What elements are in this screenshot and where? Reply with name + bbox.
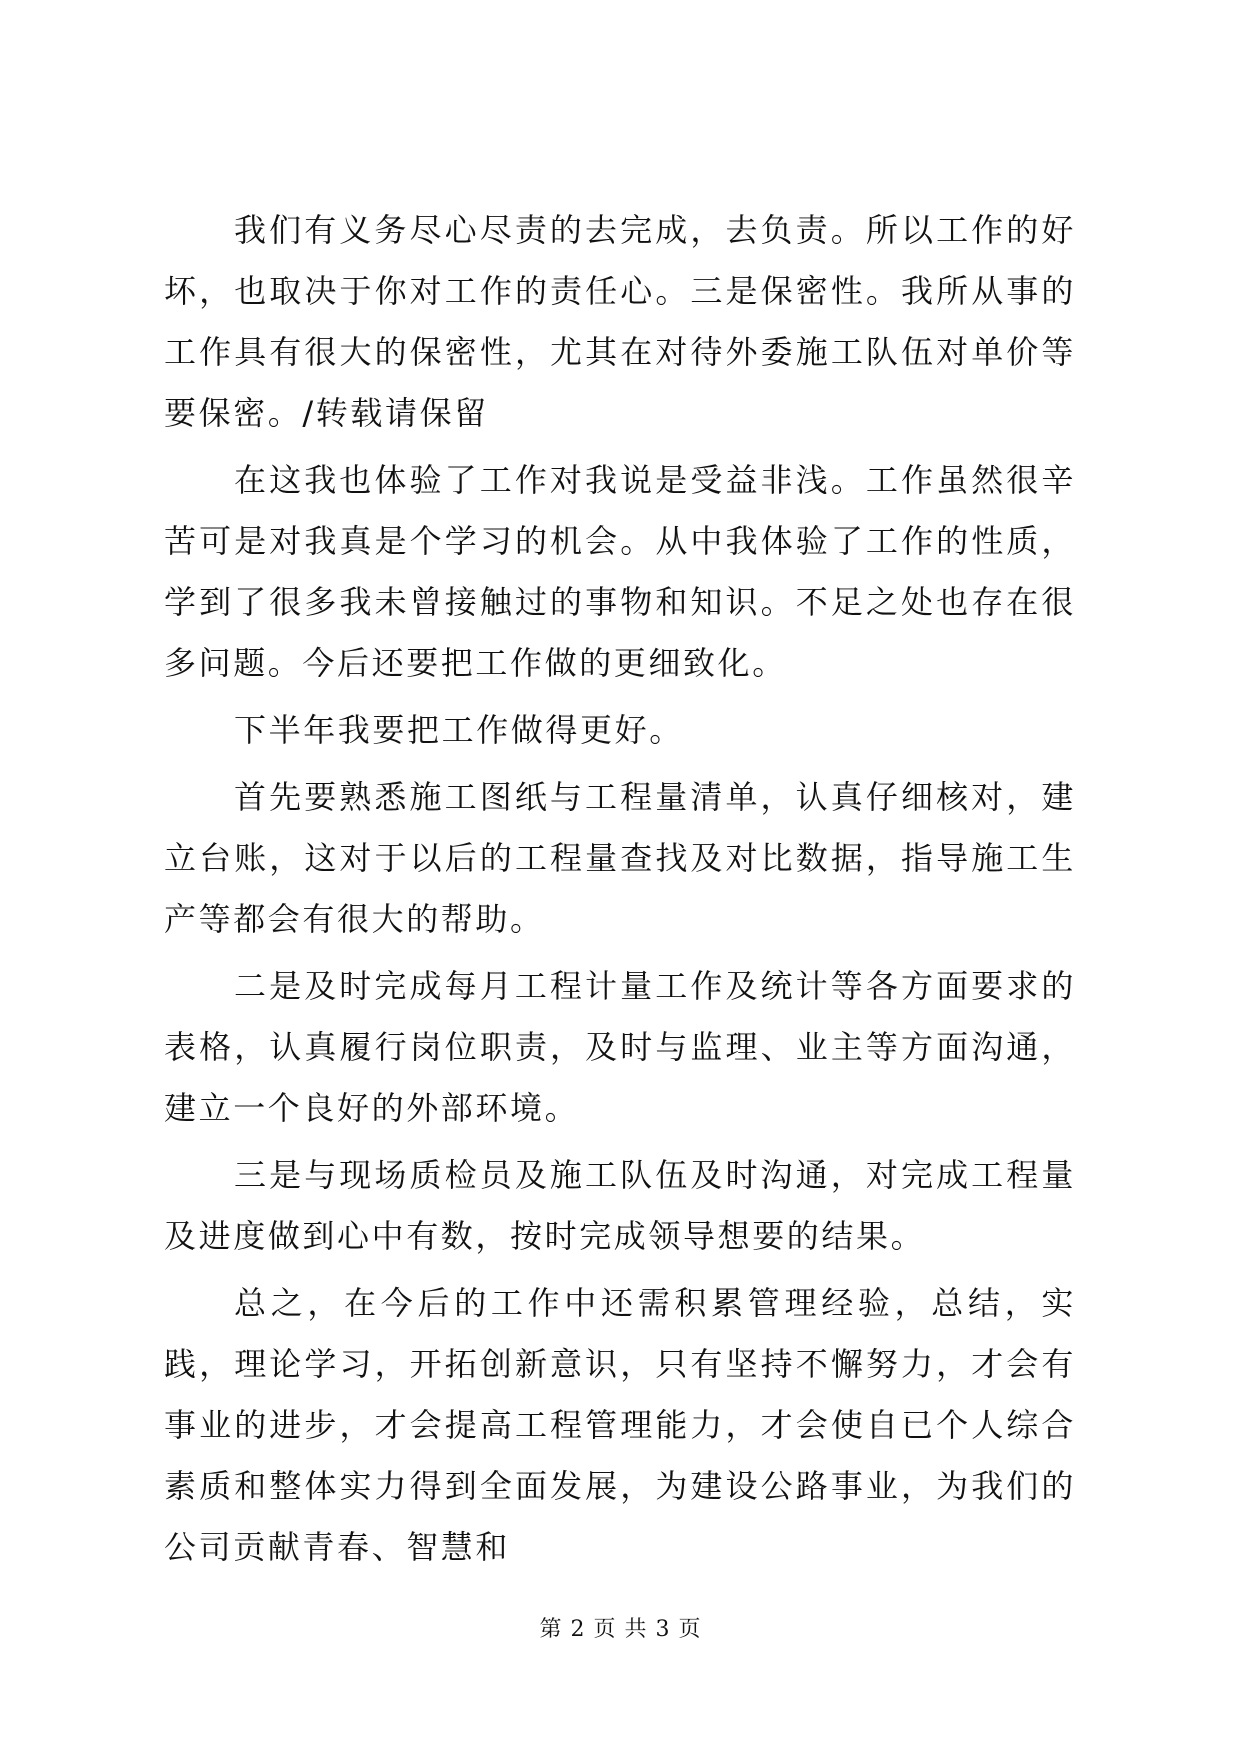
document-body xyxy=(164,200,1076,1584)
paragraph: 我们有义务尽心尽责的去完成，去负责。所以工作的好坏，也取决于你对工作的责任心。三是保密性。我所从事的工作具有很大的保密性，尤其在对待外委施工队伍对单价等要保密。/转载请保留 xyxy=(164,211,1076,432)
paragraph: 二是及时完成每月工程计量工作及统计等各方面要求的表格，认真履行岗位职责，及时与监理、业主等方面沟通，建立一个良好的外部环境。 xyxy=(164,967,1076,1127)
page-footer: 第 2 页 共 3 页 xyxy=(539,1617,702,1642)
paragraph: 下半年我要把工作做得更好。 xyxy=(234,711,684,749)
paragraph: 三是与现场质检员及施工队伍及时沟通，对完成工程量及进度做到心中有数，按时完成领导想要的结果。 xyxy=(164,1156,1076,1255)
paragraph: 在这我也体验了工作对我说是受益非浅。工作虽然很辛苦可是对我真是个学习的机会。从中我体验了工作的性质，学到了很多我未曾接触过的事物和知识。不足之处也存在很多问题。今后还要把工作做的更细致化。 xyxy=(164,461,1076,682)
paragraph: 首先要熟悉施工图纸与工程量清单，认真仔细核对，建立台账，这对于以后的工程量查找及对比数据，指导施工生产等都会有很大的帮助。 xyxy=(164,778,1076,938)
paragraph: 总之，在今后的工作中还需积累管理经验，总结，实践，理论学习，开拓创新意识，只有坚持不懈努力，才会有事业的进步，才会提高工程管理能力，才会使自已个人综合素质和整体实力得到全面发展，为建设公路事业，为我们的公司贡献青春、智慧和 xyxy=(164,1284,1076,1566)
